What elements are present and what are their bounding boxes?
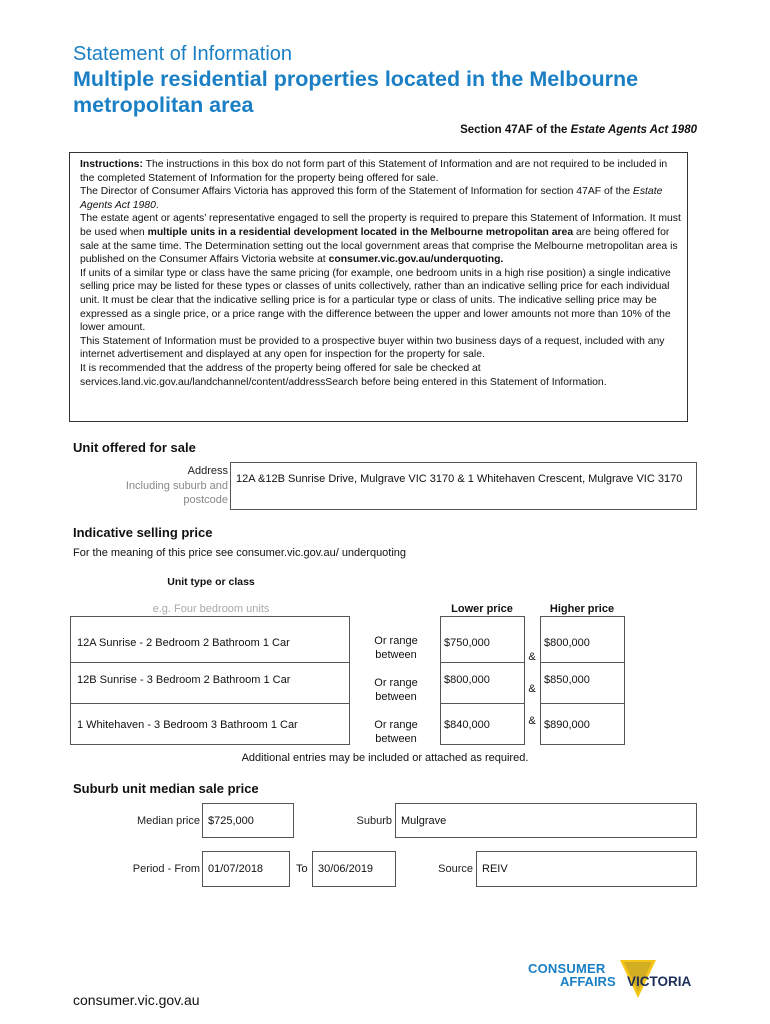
indicative-title: Indicative selling price <box>73 525 213 540</box>
table-line-bottom-left <box>70 744 349 745</box>
table-line-top-higher <box>540 616 625 617</box>
instructions-label: Instructions: <box>80 159 143 170</box>
row3-lower[interactable]: $840,000 <box>444 719 490 731</box>
row1-range-label: Or range between <box>374 635 418 661</box>
period-to-label: To <box>296 863 308 875</box>
row1-amp: & <box>528 651 536 663</box>
instructions-p3-a: The estate agent or agents’ representative engaged to sell the property is required to prepare this Statement of Information. It must be used when <box>80 213 681 238</box>
table-line-higher-left <box>540 616 541 745</box>
table-line-row2-left <box>70 703 349 704</box>
row2-range-label: Or range between <box>374 677 418 703</box>
suburb-label: Suburb <box>356 815 392 827</box>
table-line-row2-lower <box>440 703 524 704</box>
table-line-row1-lower <box>440 662 524 663</box>
instructions-p3-bold: multiple units in a residential development located in the Melbourne metropolitan area <box>147 226 574 238</box>
table-line-lower-left <box>440 616 441 745</box>
form-subtitle: Statement of Information <box>73 43 293 65</box>
instructions-p6: It is recommended that the address of the property being offered for sale be checked at services.land.vic.gov.au/landchannel/content/addressSearch before being entered in this Statement of Information. <box>80 362 607 388</box>
higher-price-header: Higher price <box>549 603 615 615</box>
median-price-field[interactable]: $725,000 <box>202 803 294 838</box>
period-from-label: Period - From <box>132 863 200 875</box>
row2-unit[interactable]: 12B Sunrise - 3 Bedroom 2 Bathroom 1 Car <box>77 674 291 686</box>
median-title: Suburb unit median sale price <box>73 781 259 796</box>
instructions-p2 <box>80 185 681 212</box>
unit-type-header: Unit type or class <box>167 576 255 588</box>
row2-lower[interactable]: $800,000 <box>444 674 490 686</box>
row1-lower[interactable]: $750,000 <box>444 637 490 649</box>
logo-line-victoria: VICTORIA <box>627 974 692 989</box>
suburb-field[interactable]: Mulgrave <box>395 803 697 838</box>
page-title: Multiple residential properties located in the Melbourne metropolitan area <box>73 67 639 117</box>
address-field[interactable]: 12A &12B Sunrise Drive, Mulgrave VIC 3170 & 1 Whitehaven Crescent, Mulgrave VIC 3170 <box>230 462 697 510</box>
period-to-field[interactable]: 30/06/2019 <box>312 851 396 887</box>
additional-entries-note: Additional entries may be included or attached as required. <box>241 752 529 764</box>
source-field[interactable]: REIV <box>476 851 697 887</box>
row1-higher[interactable]: $800,000 <box>544 637 590 649</box>
instructions-p1-text: The instructions in this box do not form part of this Statement of Information and are not required to be included in the completed Statement of Information for the property being offered for sale. <box>80 159 668 184</box>
address-sublabel-2: postcode <box>183 494 228 506</box>
table-line-row1-left <box>70 662 349 663</box>
section-prefix: Section 47AF of the <box>460 124 568 136</box>
instructions-p3 <box>80 212 681 266</box>
row2-higher[interactable]: $850,000 <box>544 674 590 686</box>
instructions-p5: This Statement of Information must be provided to a prospective buyer within two business days of a request, included with any internet advertisement and displayed at any open for inspection for the property for sale. <box>80 335 665 361</box>
address-sublabel-1: Including suburb and <box>125 480 228 492</box>
lower-price-header: Lower price <box>451 603 513 615</box>
table-line-bottom-lower <box>440 744 524 745</box>
instructions-p2-a: The Director of Consumer Affairs Victoria has approved this form of the Statement of Information for section 47AF of the <box>80 186 633 198</box>
unit-type-placeholder: e.g. Four bedroom units <box>152 603 270 615</box>
instructions-p2-b: . <box>155 199 159 211</box>
row3-higher[interactable]: $890,000 <box>544 719 590 731</box>
address-label: Address <box>187 465 228 477</box>
row1-unit[interactable]: 12A Sunrise - 2 Bedroom 2 Bathroom 1 Car <box>77 637 290 649</box>
logo-line-affairs: AFFAIRS <box>560 974 616 989</box>
section-reference <box>460 124 697 136</box>
row2-amp: & <box>528 683 536 695</box>
row3-range-label: Or range between <box>374 719 418 745</box>
instructions-box <box>69 152 688 422</box>
instructions-p3-b: are being offered for sale at the same time. The Determination setting out the local government areas that comprise the Melbourne metropolitan area is published on the Consumer Affairs Victoria website at <box>80 226 678 266</box>
instructions-p1 <box>80 158 681 185</box>
table-line-unit-right <box>349 616 350 745</box>
table-line-top-lower <box>440 616 524 617</box>
table-line-row2-higher <box>540 703 625 704</box>
indicative-subtitle: For the meaning of this price see consumer.vic.gov.au/ underquoting <box>73 547 407 559</box>
table-line-top-left <box>70 616 349 617</box>
instructions-p2-act: Estate Agents Act 1980 <box>80 186 663 211</box>
logo-line-consumer: CONSUMER <box>528 961 606 976</box>
instructions-p4: If units of a similar type or class have the same pricing (for example, one bedroom units in a high rise position) a single indicative selling price may be listed for these types or classes of units collectively, rather than an indicative selling price for each individual unit. It must be clear that the indicative selling price is for a particular type or class of units. The indicative selling price may be expressed as a single price, or a price range with the difference between the upper and lower amounts not more than 10% of the lower amount. <box>80 267 671 334</box>
median-price-label: Median price <box>137 815 200 827</box>
table-line-bottom-higher <box>540 744 625 745</box>
table-line-left <box>70 616 71 745</box>
unit-offered-title: Unit offered for sale <box>73 440 196 455</box>
footer-url[interactable]: consumer.vic.gov.au <box>73 992 200 1008</box>
source-label: Source <box>438 863 473 875</box>
section-act: Estate Agents Act 1980 <box>570 124 697 136</box>
consumer-affairs-logo <box>528 958 703 1008</box>
row3-unit[interactable]: 1 Whitehaven - 3 Bedroom 3 Bathroom 1 Car <box>77 719 298 731</box>
table-line-higher-right <box>624 616 625 745</box>
table-line-row1-higher <box>540 662 625 663</box>
underquoting-link[interactable]: consumer.vic.gov.au/underquoting. <box>328 254 504 266</box>
period-from-field[interactable]: 01/07/2018 <box>202 851 290 887</box>
row3-amp: & <box>528 715 536 727</box>
